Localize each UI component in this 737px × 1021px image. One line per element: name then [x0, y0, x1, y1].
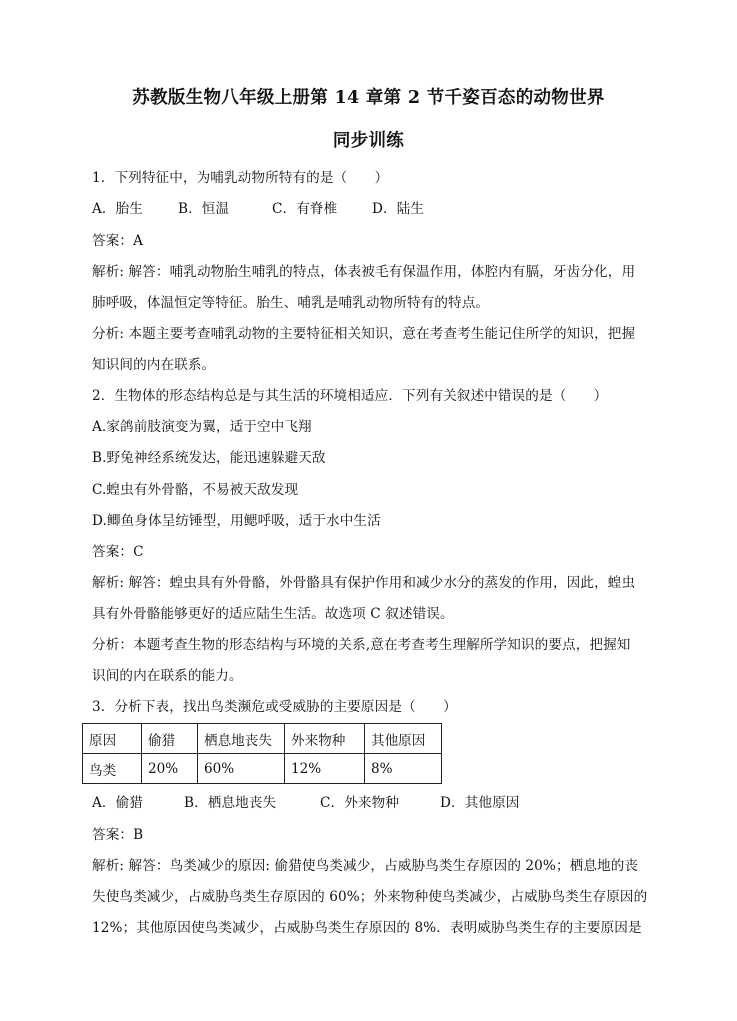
q1-options	[92, 197, 424, 217]
q3-option-d: D．其他原因	[440, 795, 520, 811]
bird-threat-table	[82, 723, 442, 784]
q2-answer: 答案：C	[92, 544, 144, 560]
q1-answer: 答案：A	[92, 233, 143, 249]
q3-question: 3．分析下表，找出鸟类濒危或受威胁的主要原因是（ ）	[92, 699, 457, 715]
table-cell: 偷猎	[142, 724, 198, 754]
doc-title: 苏教版生物八年级上册第 14 章第 2 节千姿百态的动物世界	[132, 88, 605, 108]
table-cell: 20%	[142, 754, 198, 784]
q3-option-c: C．外来物种	[320, 795, 399, 811]
q1-analysis-line: 肺呼吸，体温恒定等特征。胎生、哺乳是哺乳动物所特有的特点。	[92, 295, 490, 311]
q2-question: 2．生物体的形态结构总是与其生活的环境相适应．下列有关叙述中错误的是（ ）	[92, 388, 608, 404]
table-cell: 原因	[83, 724, 142, 754]
table-cell: 其他原因	[365, 724, 442, 754]
table-cell: 外来物种	[285, 724, 365, 754]
q1-analysis-line: 解析: 解答：哺乳动物胎生哺乳的特点，体表被毛有保温作用，体腔内有膈，牙齿分化，用	[92, 264, 636, 280]
q3-analysis-line: 解析: 解答：鸟类减少的原因: 偷猎使鸟类减少，占威胁鸟类生存原因的 20%；栖息地的丧	[92, 858, 639, 874]
q3-options	[92, 791, 519, 811]
q1-option-b: B．恒温	[178, 201, 230, 217]
table-cell: 12%	[285, 754, 365, 784]
q2-note-line: 识间的内在联系的能力。	[92, 668, 243, 684]
q1-option-a: A．胎生	[92, 201, 143, 217]
q2-note-line: 分析：本题考查生物的形态结构与环境的关系,意在考查考生理解所学知识的要点，把握知	[92, 637, 631, 653]
q1-option-c: C．有脊椎	[272, 201, 338, 217]
q1-note-line: 知识间的内在联系。	[92, 357, 216, 373]
q3-analysis-line: 12%；其他原因使鸟类减少，占威胁鸟类生存原因的 8%．表明威胁鸟类生存的主要原因是	[92, 920, 642, 936]
q2-option-b: B.野兔神经系统发达，能迅速躲避天敌	[92, 450, 326, 466]
q2-option-d: D.鲫鱼身体呈纺锤型，用鳃呼吸，适于水中生活	[92, 513, 381, 529]
q1-note-line: 分析: 本题主要考查哺乳动物的主要特征相关知识，意在考查考生能记住所学的知识，把握	[92, 326, 636, 342]
q3-option-a: A．偷猎	[92, 795, 143, 811]
table-cell: 8%	[365, 754, 442, 784]
q2-option-c: C.蝗虫有外骨骼，不易被天敌发现	[92, 482, 299, 498]
table-cell: 鸟类	[83, 754, 142, 784]
doc-subtitle: 同步训练	[332, 131, 405, 151]
q1-question: 1．下列特征中，为哺乳动物所特有的是（ ）	[92, 170, 389, 186]
q3-answer: 答案：B	[92, 827, 144, 843]
q3-option-b: B．栖息地丧失	[184, 795, 277, 811]
table-cell: 60%	[198, 754, 285, 784]
q2-analysis-line: 解析: 解答：蝗虫具有外骨骼，外骨骼具有保护作用和减少水分的蒸发的作用，因此，蝗虫	[92, 575, 636, 591]
q2-option-a: A.家鸽前肢演变为翼，适于空中飞翔	[92, 419, 312, 435]
q3-analysis-line: 失使鸟类减少，占威胁鸟类生存原因的 60%；外来物种使鸟类减少，占威胁鸟类生存原因的	[92, 889, 648, 905]
q1-option-d: D．陆生	[372, 201, 425, 217]
table-row	[83, 754, 442, 784]
q2-analysis-line: 具有外骨骼能够更好的适应陆生生活。故选项 C 叙述错误。	[92, 606, 454, 622]
table-header-row	[83, 724, 442, 754]
table-cell: 栖息地丧失	[198, 724, 285, 754]
